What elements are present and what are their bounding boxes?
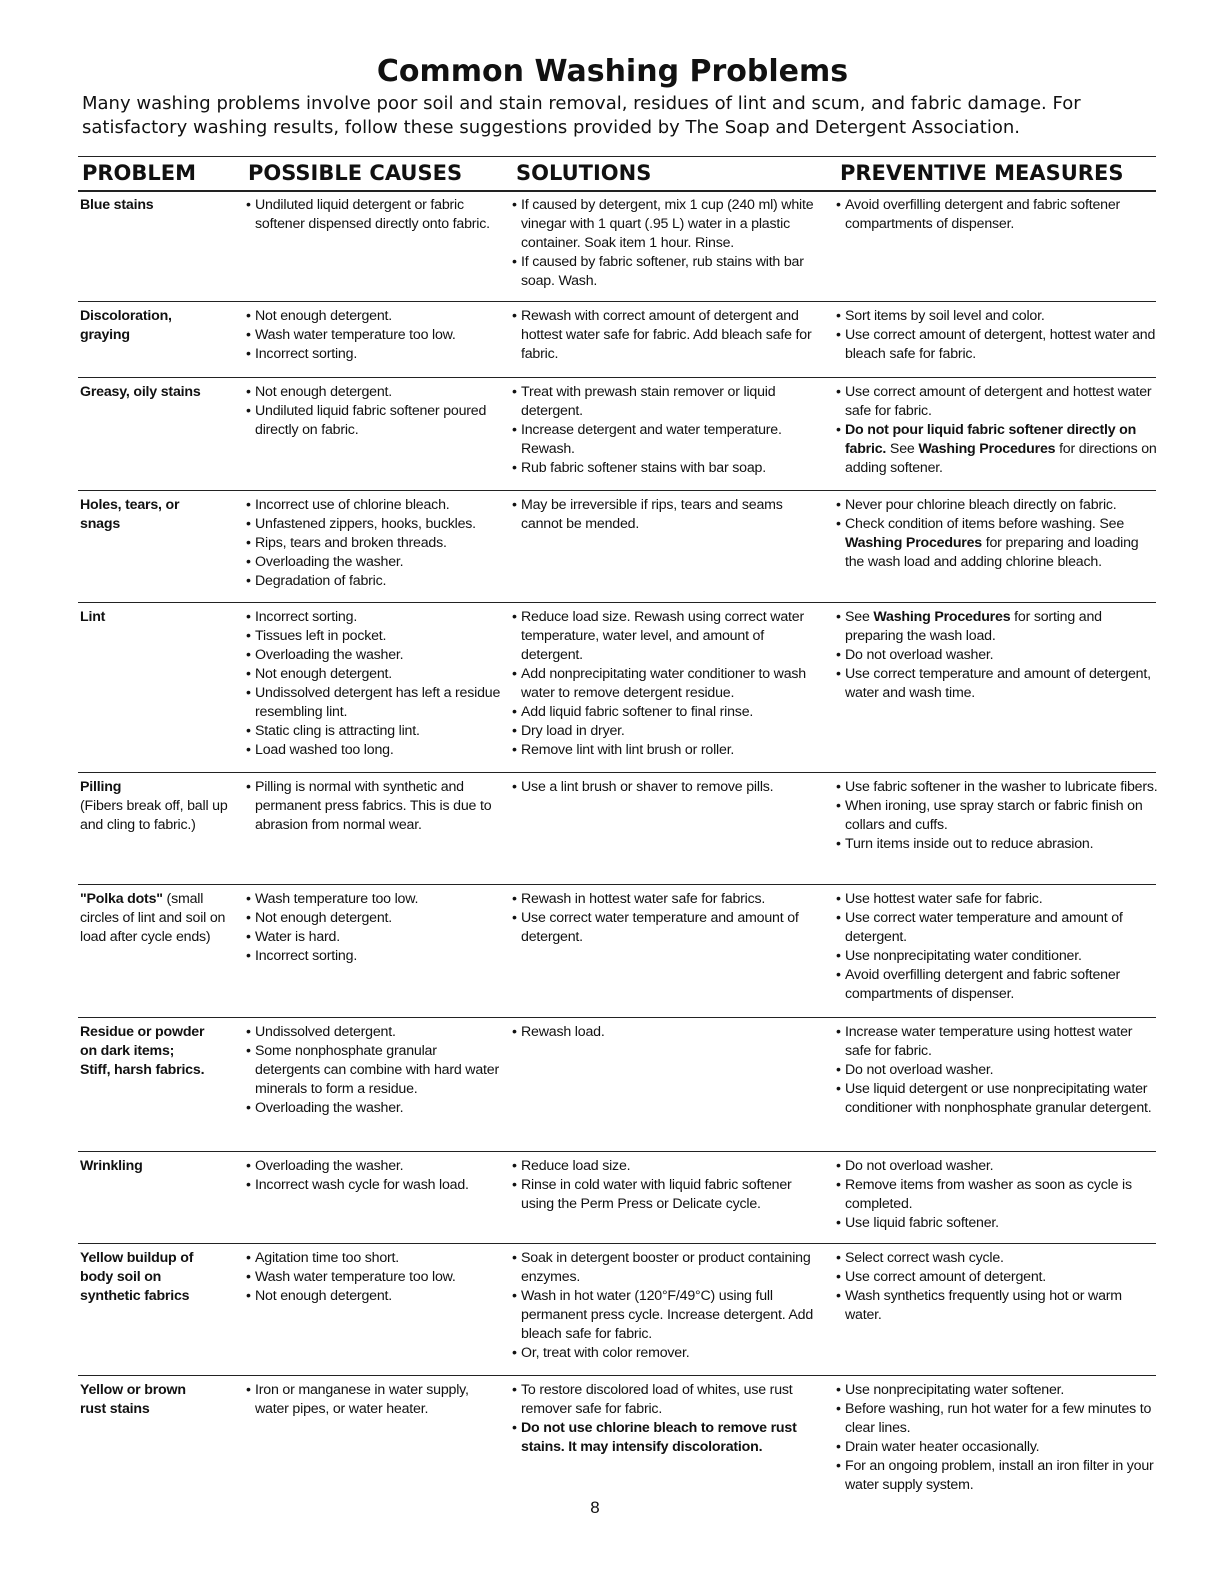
bullet-item: • Use nonprecipitating water conditioner. xyxy=(836,947,1158,966)
bullet-item: • Or, treat with color remover. xyxy=(512,1344,822,1363)
bullet-item: • Agitation time too short. xyxy=(246,1249,504,1268)
problem-name: on dark items; xyxy=(80,1043,175,1059)
bullet-item: • Use correct temperature and amount of detergent, water and wash time. xyxy=(836,665,1158,703)
bullet-item: • Use liquid fabric softener. xyxy=(836,1214,1158,1233)
row-divider xyxy=(78,1017,1156,1018)
measures-cell xyxy=(836,196,1158,234)
problem-name: Blue stains xyxy=(80,197,154,213)
header-possible-causes: POSSIBLE CAUSES xyxy=(248,161,463,185)
causes-cell xyxy=(246,608,504,760)
bullet-item: • Not enough detergent. xyxy=(246,383,504,402)
solutions-cell xyxy=(512,778,822,797)
bullet-item: • Sort items by soil level and color. xyxy=(836,307,1158,326)
bullet-item: • Avoid overfilling detergent and fabric softener compartments of dispenser. xyxy=(836,966,1158,1004)
causes-cell xyxy=(246,1157,504,1195)
solutions-cell xyxy=(512,1157,822,1214)
bullet-item: • Add liquid fabric softener to final rinse. xyxy=(512,703,822,722)
problem-name: Discoloration, xyxy=(80,308,172,324)
bullet-item: • Use a lint brush or shaver to remove pills. xyxy=(512,778,822,797)
solutions-cell xyxy=(512,307,822,364)
problem-name: Yellow buildup of xyxy=(80,1250,194,1266)
bullet-item: • Use liquid detergent or use nonprecipitating water conditioner with nonphosphate granular detergent. xyxy=(836,1080,1158,1118)
bullet-item: • Use correct water temperature and amount of detergent. xyxy=(836,909,1158,947)
problem-cell xyxy=(80,196,238,215)
causes-cell xyxy=(246,1249,504,1306)
measures-cell xyxy=(836,496,1158,572)
causes-cell xyxy=(246,890,504,966)
measures-cell xyxy=(836,1157,1158,1233)
solutions-cell xyxy=(512,1023,822,1042)
bullet-item: • Rinse in cold water with liquid fabric softener using the Perm Press or Delicate cycle. xyxy=(512,1176,822,1214)
causes-cell xyxy=(246,307,504,364)
solutions-cell xyxy=(512,890,822,947)
bullet-item: • Rewash with correct amount of detergent and hottest water safe for fabric. Add bleach safe for fabric. xyxy=(512,307,822,364)
row-divider xyxy=(78,602,1156,603)
problem-cell xyxy=(80,1157,238,1176)
bullet-item: • If caused by fabric softener, rub stains with bar soap. Wash. xyxy=(512,253,822,291)
row-divider xyxy=(78,1375,1156,1376)
problem-name: "Polka dots" xyxy=(80,891,163,907)
problem-name: snags xyxy=(80,516,121,532)
bullet-item: • Incorrect wash cycle for wash load. xyxy=(246,1176,504,1195)
causes-cell xyxy=(246,496,504,591)
solutions-cell xyxy=(512,496,822,534)
bullet-item: • Use fabric softener in the washer to lubricate fibers. xyxy=(836,778,1158,797)
bullet-item: • Select correct wash cycle. xyxy=(836,1249,1158,1268)
row-divider xyxy=(78,772,1156,773)
bullet-item: • To restore discolored load of whites, use rust remover safe for fabric. xyxy=(512,1381,822,1419)
page-title: Common Washing Problems xyxy=(376,54,849,89)
solutions-cell xyxy=(512,196,822,291)
problem-name: Yellow or brown xyxy=(80,1382,186,1398)
bullet-item: • Not enough detergent. xyxy=(246,665,504,684)
bullet-item: • Unfastened zippers, hooks, buckles. xyxy=(246,515,504,534)
problem-cell xyxy=(80,1249,238,1306)
bullet-item: • Add nonprecipitating water conditioner to wash water to remove detergent residue. xyxy=(512,665,822,703)
row-divider xyxy=(78,301,1156,302)
bullet-item: • Reduce load size. Rewash using correct water temperature, water level, and amount of detergent. xyxy=(512,608,822,665)
bullet-item: • Check condition of items before washing. See Washing Procedures for preparing and loading the wash load and adding chlorine bleach. xyxy=(836,515,1158,572)
solutions-cell xyxy=(512,383,822,478)
bullet-item: • Dry load in dryer. xyxy=(512,722,822,741)
problem-cell xyxy=(80,608,238,627)
causes-cell xyxy=(246,778,504,835)
solutions-cell xyxy=(512,608,822,760)
problem-cell xyxy=(80,307,238,345)
bullet-item: • When ironing, use spray starch or fabric finish on collars and cuffs. xyxy=(836,797,1158,835)
bullet-item: • Not enough detergent. xyxy=(246,307,504,326)
bullet-item: • Incorrect sorting. xyxy=(246,345,504,364)
problem-name: body soil on xyxy=(80,1269,162,1285)
problem-cell xyxy=(80,1023,238,1080)
row-divider xyxy=(78,377,1156,378)
bullet-item: • Load washed too long. xyxy=(246,741,504,760)
bullet-item: • Rewash in hottest water safe for fabrics. xyxy=(512,890,822,909)
bullet-item: • Use correct amount of detergent and hottest water safe for fabric. xyxy=(836,383,1158,421)
header-solutions: SOLUTIONS xyxy=(516,161,652,185)
problem-name: Pilling xyxy=(80,779,122,795)
bullet-item: • Overloading the washer. xyxy=(246,1157,504,1176)
bullet-item: • May be irreversible if rips, tears and seams cannot be mended. xyxy=(512,496,822,534)
bullet-item: • Overloading the washer. xyxy=(246,1099,504,1118)
bullet-item: • Use correct water temperature and amount of detergent. xyxy=(512,909,822,947)
problem-name: Wrinkling xyxy=(80,1158,143,1174)
problem-name: Greasy, oily stains xyxy=(80,384,201,400)
bullet-item: • Overloading the washer. xyxy=(246,553,504,572)
problem-cell xyxy=(80,1381,238,1419)
bullet-item: • Some nonphosphate granular detergents can combine with hard water minerals to form a residue. xyxy=(246,1042,504,1099)
measures-cell xyxy=(836,1249,1158,1325)
bullet-item: • Use correct amount of detergent, hottest water and bleach safe for fabric. xyxy=(836,326,1158,364)
row-divider xyxy=(78,1243,1156,1244)
bullet-item: • Undissolved detergent. xyxy=(246,1023,504,1042)
bullet-item: • Static cling is attracting lint. xyxy=(246,722,504,741)
bullet-item: • Increase detergent and water temperature. Rewash. xyxy=(512,421,822,459)
problem-note: (Fibers break off, ball up and cling to fabric.) xyxy=(80,798,228,833)
bullet-item: • Never pour chlorine bleach directly on fabric. xyxy=(836,496,1158,515)
bullet-item: • Water is hard. xyxy=(246,928,504,947)
solutions-cell xyxy=(512,1381,822,1457)
bullet-item: • Treat with prewash stain remover or liquid detergent. xyxy=(512,383,822,421)
bullet-item: • Turn items inside out to reduce abrasion. xyxy=(836,835,1158,854)
problem-name: synthetic fabrics xyxy=(80,1288,190,1304)
measures-cell xyxy=(836,383,1158,478)
bullet-item: • Do not overload washer. xyxy=(836,646,1158,665)
bullet-item: • Wash temperature too low. xyxy=(246,890,504,909)
problem-name: rust stains xyxy=(80,1401,150,1417)
bullet-item: • Rub fabric softener stains with bar soap. xyxy=(512,459,822,478)
bullet-item: • Overloading the washer. xyxy=(246,646,504,665)
bullet-item: • Wash synthetics frequently using hot or warm water. xyxy=(836,1287,1158,1325)
measures-cell xyxy=(836,778,1158,854)
bullet-item: • Degradation of fabric. xyxy=(246,572,504,591)
bullet-item: • Rips, tears and broken threads. xyxy=(246,534,504,553)
measures-cell xyxy=(836,307,1158,364)
problem-name: Holes, tears, or xyxy=(80,497,180,513)
bullet-item: • Rewash load. xyxy=(512,1023,822,1042)
bullet-item: • Avoid overfilling detergent and fabric softener compartments of dispenser. xyxy=(836,196,1158,234)
header-top-rule xyxy=(78,156,1156,157)
bullet-item: • Iron or manganese in water supply, water pipes, or water heater. xyxy=(246,1381,504,1419)
problem-cell xyxy=(80,890,238,947)
bullet-item: • Undissolved detergent has left a residue resembling lint. xyxy=(246,684,504,722)
measures-cell xyxy=(836,608,1158,703)
header-problem: PROBLEM xyxy=(82,161,197,185)
bullet-item: • Reduce load size. xyxy=(512,1157,822,1176)
bullet-item: • Wash in hot water (120°F/49°C) using full permanent press cycle. Increase detergent. Add bleach safe for fabric. xyxy=(512,1287,822,1344)
bullet-item: • Increase water temperature using hottest water safe for fabric. xyxy=(836,1023,1158,1061)
row-divider xyxy=(78,190,1156,192)
causes-cell xyxy=(246,196,504,234)
bullet-item: • See Washing Procedures for sorting and preparing the wash load. xyxy=(836,608,1158,646)
problem-cell xyxy=(80,383,238,402)
measures-cell xyxy=(836,890,1158,1004)
bullet-item: • Undiluted liquid fabric softener poured directly on fabric. xyxy=(246,402,504,440)
causes-cell xyxy=(246,1381,504,1419)
page-number: 8 xyxy=(590,1498,600,1517)
solutions-cell xyxy=(512,1249,822,1363)
bullet-item: • Remove items from washer as soon as cycle is completed. xyxy=(836,1176,1158,1214)
bullet-item: • For an ongoing problem, install an iron filter in your water supply system. xyxy=(836,1457,1158,1495)
bullet-item: • Incorrect sorting. xyxy=(246,608,504,627)
bullet-item: • Use hottest water safe for fabric. xyxy=(836,890,1158,909)
bullet-item: • Use correct amount of detergent. xyxy=(836,1268,1158,1287)
row-divider xyxy=(78,1151,1156,1152)
bullet-item: • Not enough detergent. xyxy=(246,909,504,928)
bullet-item: • Wash water temperature too low. xyxy=(246,1268,504,1287)
bullet-item: • Undiluted liquid detergent or fabric softener dispensed directly onto fabric. xyxy=(246,196,504,234)
bullet-item: • Do not overload washer. xyxy=(836,1157,1158,1176)
row-divider xyxy=(78,884,1156,885)
problem-name: Lint xyxy=(80,609,106,625)
bullet-item: • Before washing, run hot water for a few minutes to clear lines. xyxy=(836,1400,1158,1438)
bullet-item: • Use nonprecipitating water softener. xyxy=(836,1381,1158,1400)
bullet-item: • Incorrect sorting. xyxy=(246,947,504,966)
bullet-item: • Do not use chlorine bleach to remove rust stains. It may intensify discoloration. xyxy=(512,1419,822,1457)
problem-note: (small circles of lint and soil on load after cycle ends) xyxy=(80,891,226,945)
problem-cell xyxy=(80,496,238,534)
causes-cell xyxy=(246,1023,504,1118)
problem-name: Stiff, harsh fabrics. xyxy=(80,1062,205,1078)
problem-cell xyxy=(80,778,238,835)
bullet-item: • Wash water temperature too low. xyxy=(246,326,504,345)
intro-paragraph: Many washing problems involve poor soil and stain removal, residues of lint and scum, and fabric damage. For satisfactory washing results, follow these suggestions provided by The Soap and Detergent Association. xyxy=(82,93,1081,138)
bullet-item: • Tissues left in pocket. xyxy=(246,627,504,646)
bullet-item: • Pilling is normal with synthetic and permanent press fabrics. This is due to abrasion from normal wear. xyxy=(246,778,504,835)
bullet-item: • Remove lint with lint brush or roller. xyxy=(512,741,822,760)
bullet-item: • Do not pour liquid fabric softener directly on fabric. See Washing Procedures for directions on adding softener. xyxy=(836,421,1158,478)
bullet-item: • Drain water heater occasionally. xyxy=(836,1438,1158,1457)
problem-name: graying xyxy=(80,327,130,343)
header-preventive-measures: PREVENTIVE MEASURES xyxy=(840,161,1124,185)
measures-cell xyxy=(836,1023,1158,1118)
measures-cell xyxy=(836,1381,1158,1495)
bullet-item: • Incorrect use of chlorine bleach. xyxy=(246,496,504,515)
row-divider xyxy=(78,490,1156,491)
bullet-item: • Do not overload washer. xyxy=(836,1061,1158,1080)
bullet-item: • Soak in detergent booster or product containing enzymes. xyxy=(512,1249,822,1287)
bullet-item: • If caused by detergent, mix 1 cup (240 ml) white vinegar with 1 quart (.95 L) water in a plastic container. Soak item 1 hour. Rinse. xyxy=(512,196,822,253)
bullet-item: • Not enough detergent. xyxy=(246,1287,504,1306)
causes-cell xyxy=(246,383,504,440)
problem-name: Residue or powder xyxy=(80,1024,205,1040)
